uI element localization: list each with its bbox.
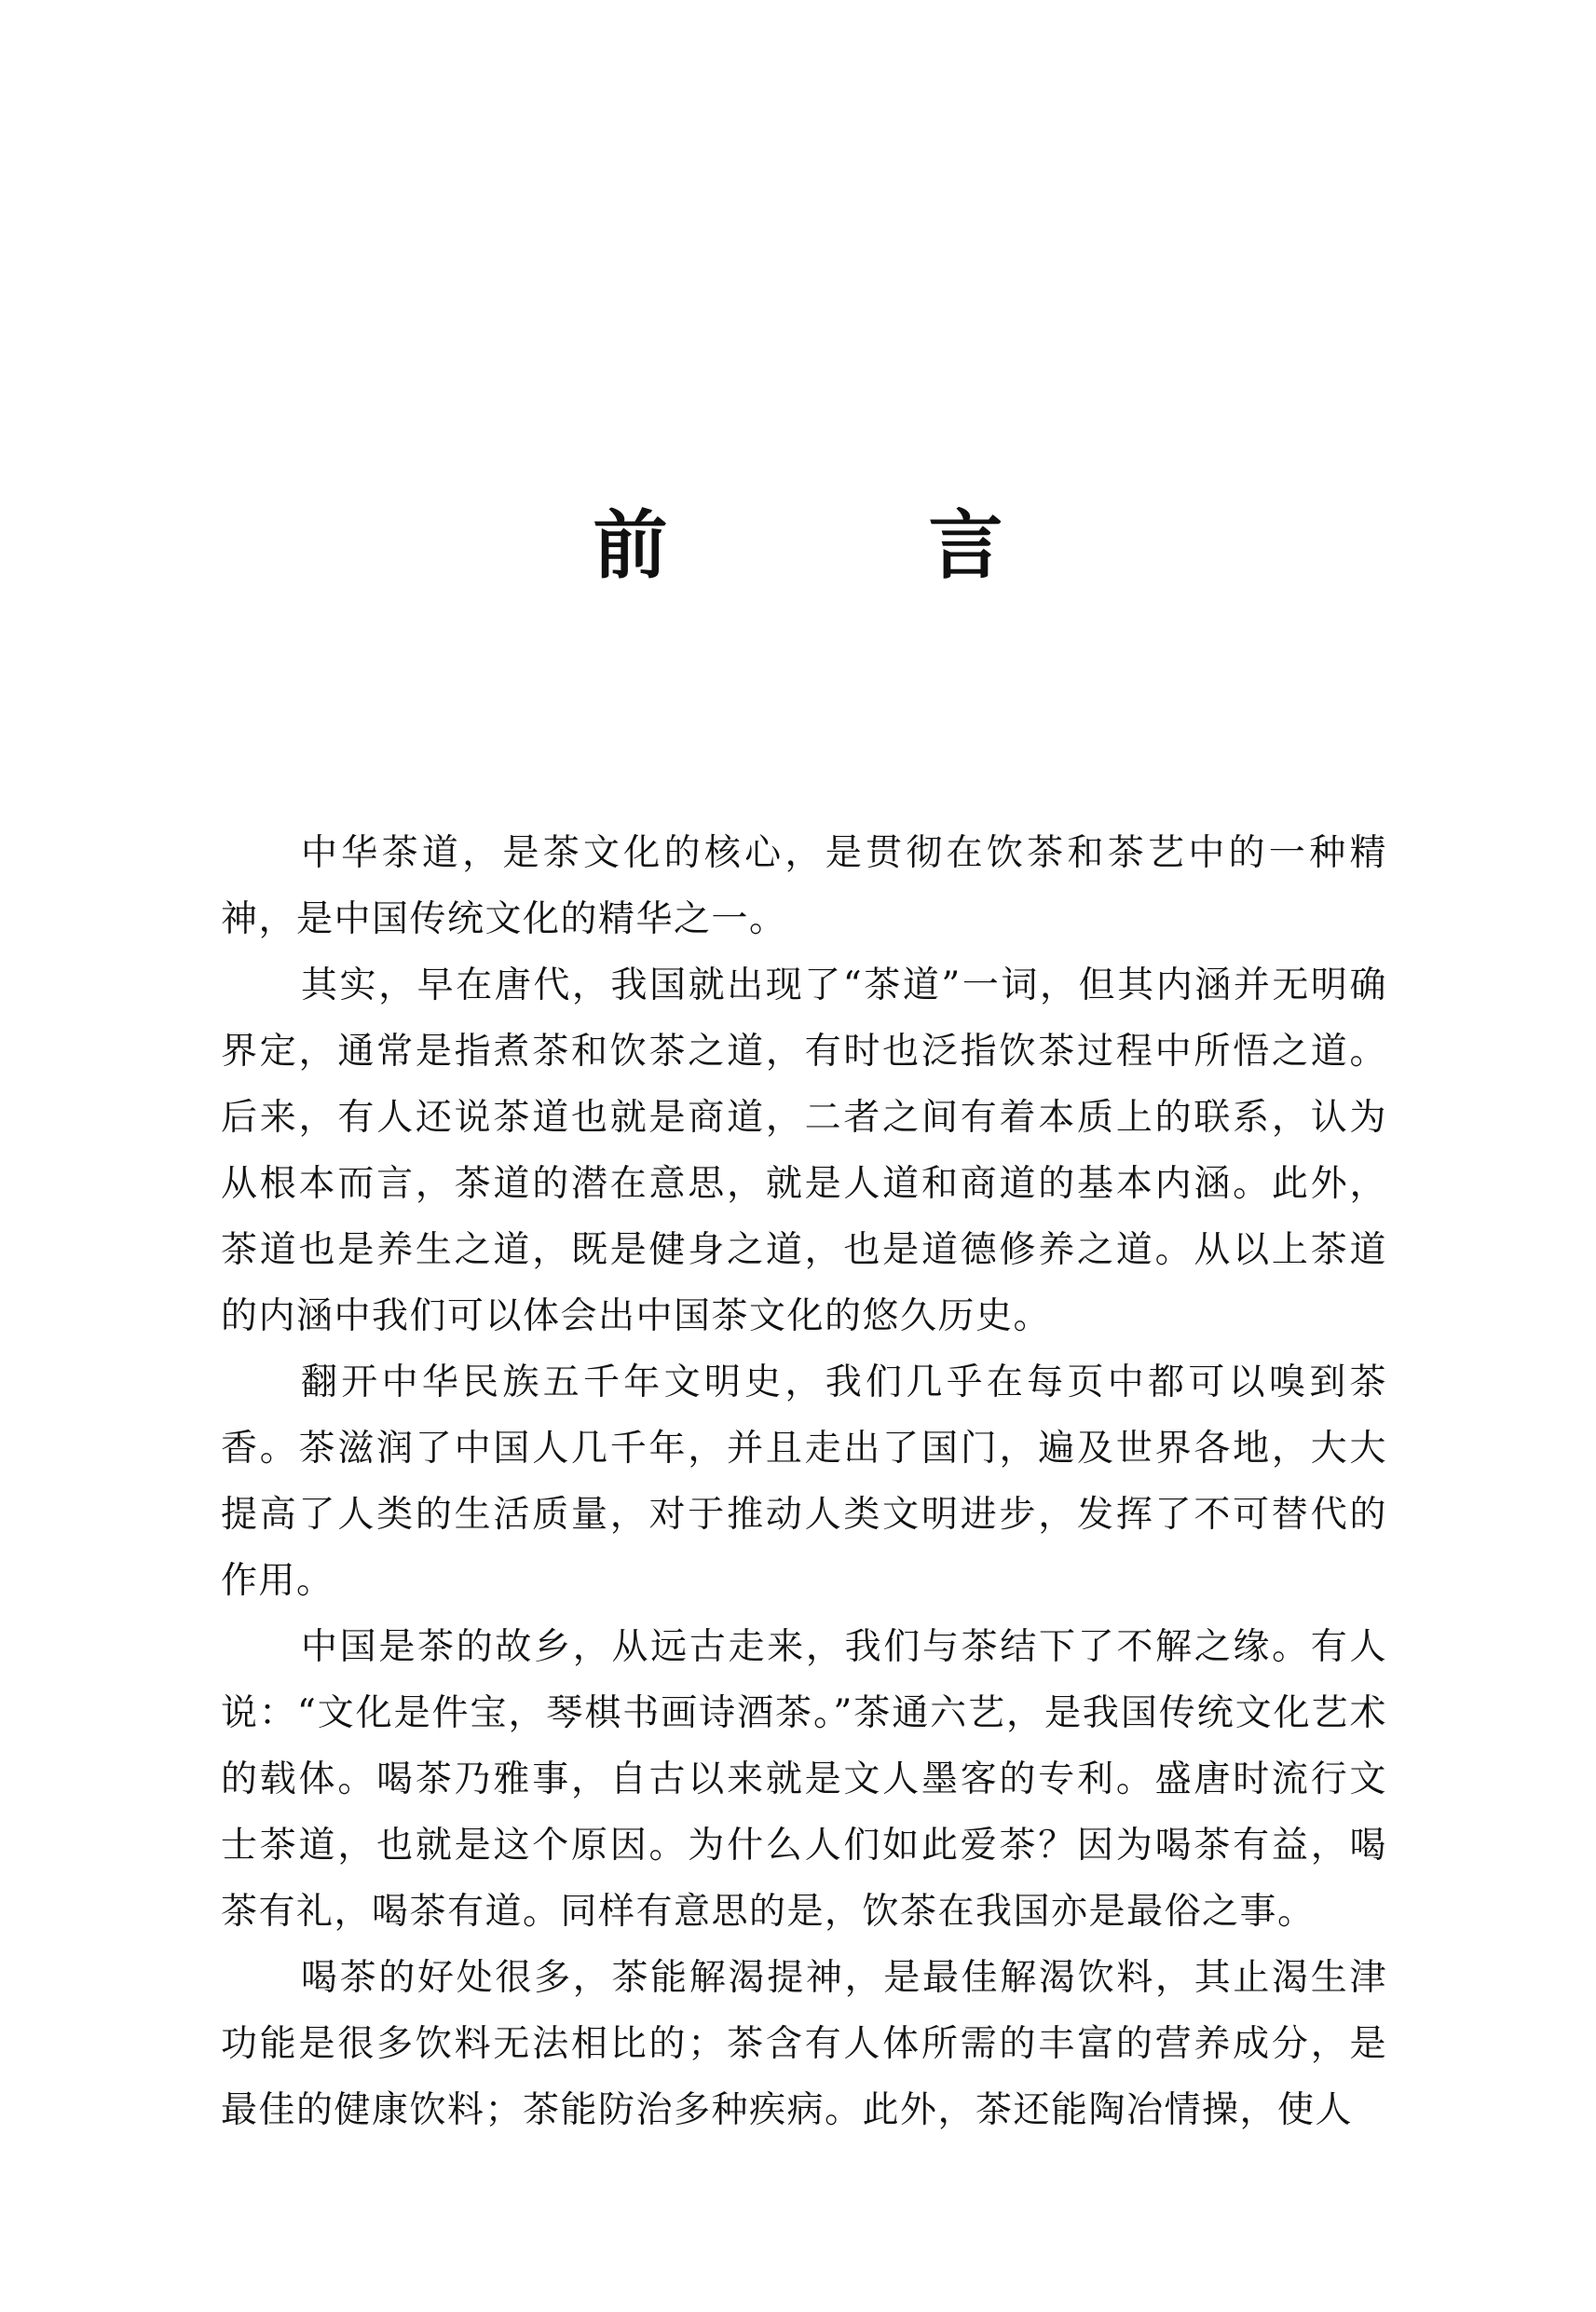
- paragraph: 喝茶的好处很多，茶能解渴提神，是最佳解渴饮料，其止渴生津功能是很多饮料无法相比的；茶含有人体所需的丰富的营养成分，是最佳的健康饮料；茶能防治多种疾病。此外，茶还能陶冶情操，使人: [221, 1957, 1387, 2131]
- page-title: 前 言: [593, 501, 1097, 589]
- paragraph: 翻开中华民族五千年文明史，我们几乎在每页中都可以嗅到茶香。茶滋润了中国人几千年，并且走出了国门，遍及世界各地，大大提高了人类的生活质量，对于推动人类文明进步，发挥了不可替代的作用。: [221, 1361, 1387, 1602]
- paragraph: 中国是茶的故乡，从远古走来，我们与茶结下了不解之缘。有人说：“文化是件宝，琴棋书画诗酒茶。”茶通六艺，是我国传统文化艺术的载体。喝茶乃雅事，自古以来就是文人墨客的专利。盛唐时流行文士茶道，也就是这个原因。为什么人们如此爱茶？因为喝茶有益，喝茶有礼，喝茶有道。同样有意思的是，饮茶在我国亦是最俗之事。: [221, 1626, 1387, 1933]
- paragraph: 中华茶道，是茶文化的核心，是贯彻在饮茶和茶艺中的一种精神，是中国传统文化的精华之一。: [221, 832, 1387, 940]
- paragraph: 其实，早在唐代，我国就出现了“茶道”一词，但其内涵并无明确界定，通常是指煮茶和饮茶之道，有时也泛指饮茶过程中所悟之道。后来，有人还说茶道也就是商道，二者之间有着本质上的联系，认为从根本而言，茶道的潜在意思，就是人道和商道的基本内涵。此外，茶道也是养生之道，既是健身之道，也是道德修养之道。从以上茶道的内涵中我们可以体会出中国茶文化的悠久历史。: [221, 964, 1387, 1337]
- body-text: [221, 820, 1387, 2143]
